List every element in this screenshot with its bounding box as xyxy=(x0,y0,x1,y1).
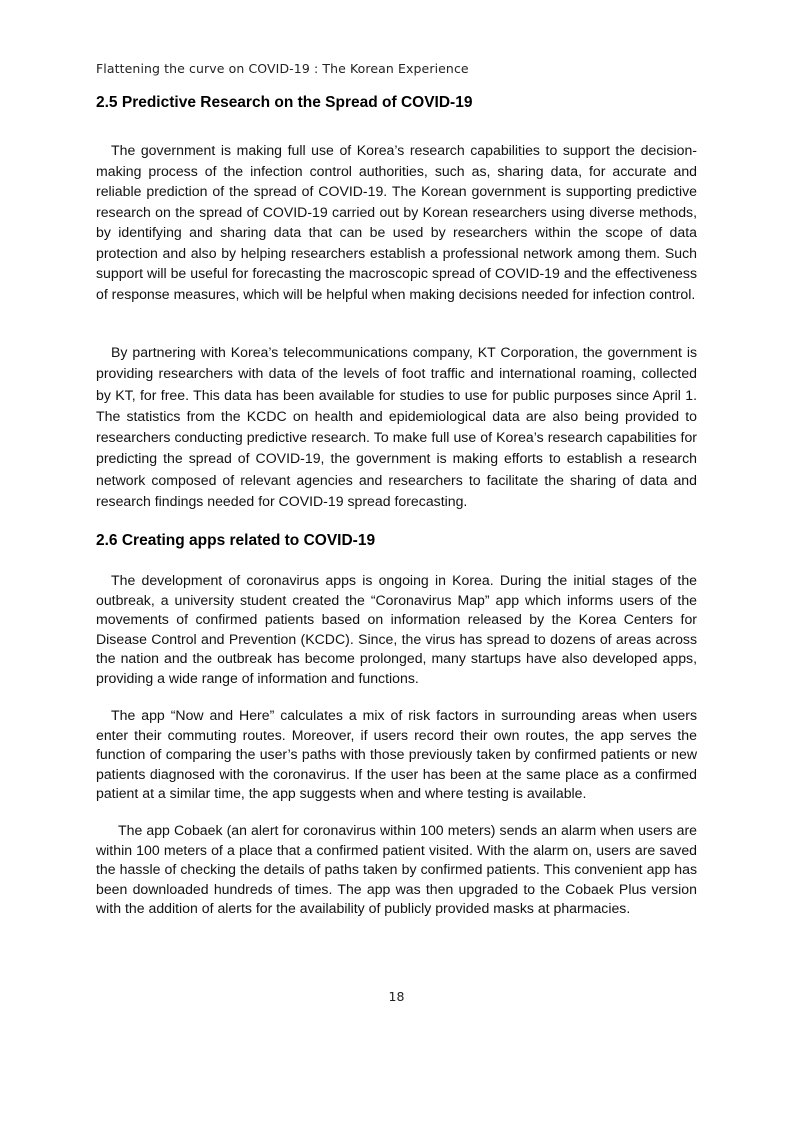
paragraph-apps-1: The development of coronavirus apps is ongoing in Korea. During the initial stages of the outbreak, a university student created the “Coronavirus Map” app which informs users of the movements of confirmed patients based on information released by the Korea Centers for Disease Control and Prevention (KCDC). Since, the virus has spread to dozens of areas across the nation and the outbreak has become prolonged, many startups have also developed apps, providing a wide range of information and functions. xyxy=(96,572,697,686)
running-head: Flattening the curve on COVID-19 : The Korean Experience xyxy=(96,61,469,76)
paragraph-predictive-research-1: The government is making full use of Korea’s research capabilities to support the decision-making process of the infection control authorities, such as, sharing data, for accurate and reliable prediction of the spread of COVID-19. The Korean government is supporting predictive research on the spread of COVID-19 carried out by Korean researchers using diverse methods, by identifying and sharing data that can be used by researchers within the scope of data protection and also by helping researchers establish a professional network among them. Such support will be useful for forecasting the macroscopic spread of COVID-19 and the effectiveness of response measures, which will be helpful when making decisions needed for infection control. xyxy=(96,142,697,302)
paragraph-apps-3: The app Cobaek (an alert for coronavirus within 100 meters) sends an alarm when users are within 100 meters of a place that a confirmed patient visited. With the alarm on, users are saved the hassle of checking the details of paths taken by confirmed patients. This convenient app has been downloaded hundreds of times. The app was then upgraded to the Cobaek Plus version with the addition of alerts for the availability of publicly provided masks at pharmacies. xyxy=(96,822,697,917)
section-heading-2-5: 2.5 Predictive Research on the Spread of COVID-19 xyxy=(96,94,473,111)
section-heading-2-6: 2.6 Creating apps related to COVID-19 xyxy=(96,532,376,549)
paragraph-predictive-research-2: By partnering with Korea’s telecommunications company, KT Corporation, the government is providing researchers with data of the levels of foot traffic and international roaming, collected by KT, for free. This data has been available for studies to use for public purposes since April 1. The statistics from the KCDC on health and epidemiological data are also being provided to researchers conducting predictive research. To make full use of Korea’s research capabilities for predicting the spread of COVID-19, the government is making efforts to establish a research network composed of relevant agencies and researchers to facilitate the sharing of data and research findings needed for COVID-19 spread forecasting. xyxy=(96,344,697,510)
paragraph-apps-2: The app “Now and Here” calculates a mix of risk factors in surrounding areas when users enter their commuting routes. Moreover, if users record their own routes, the app serves the function of comparing the user’s paths with those previously taken by confirmed patients or new patients diagnosed with the coronavirus. If the user has been at the same place as a confirmed patient at a similar time, the app suggests when and where testing is available. xyxy=(96,707,697,802)
page-number: 18 xyxy=(388,989,405,1004)
